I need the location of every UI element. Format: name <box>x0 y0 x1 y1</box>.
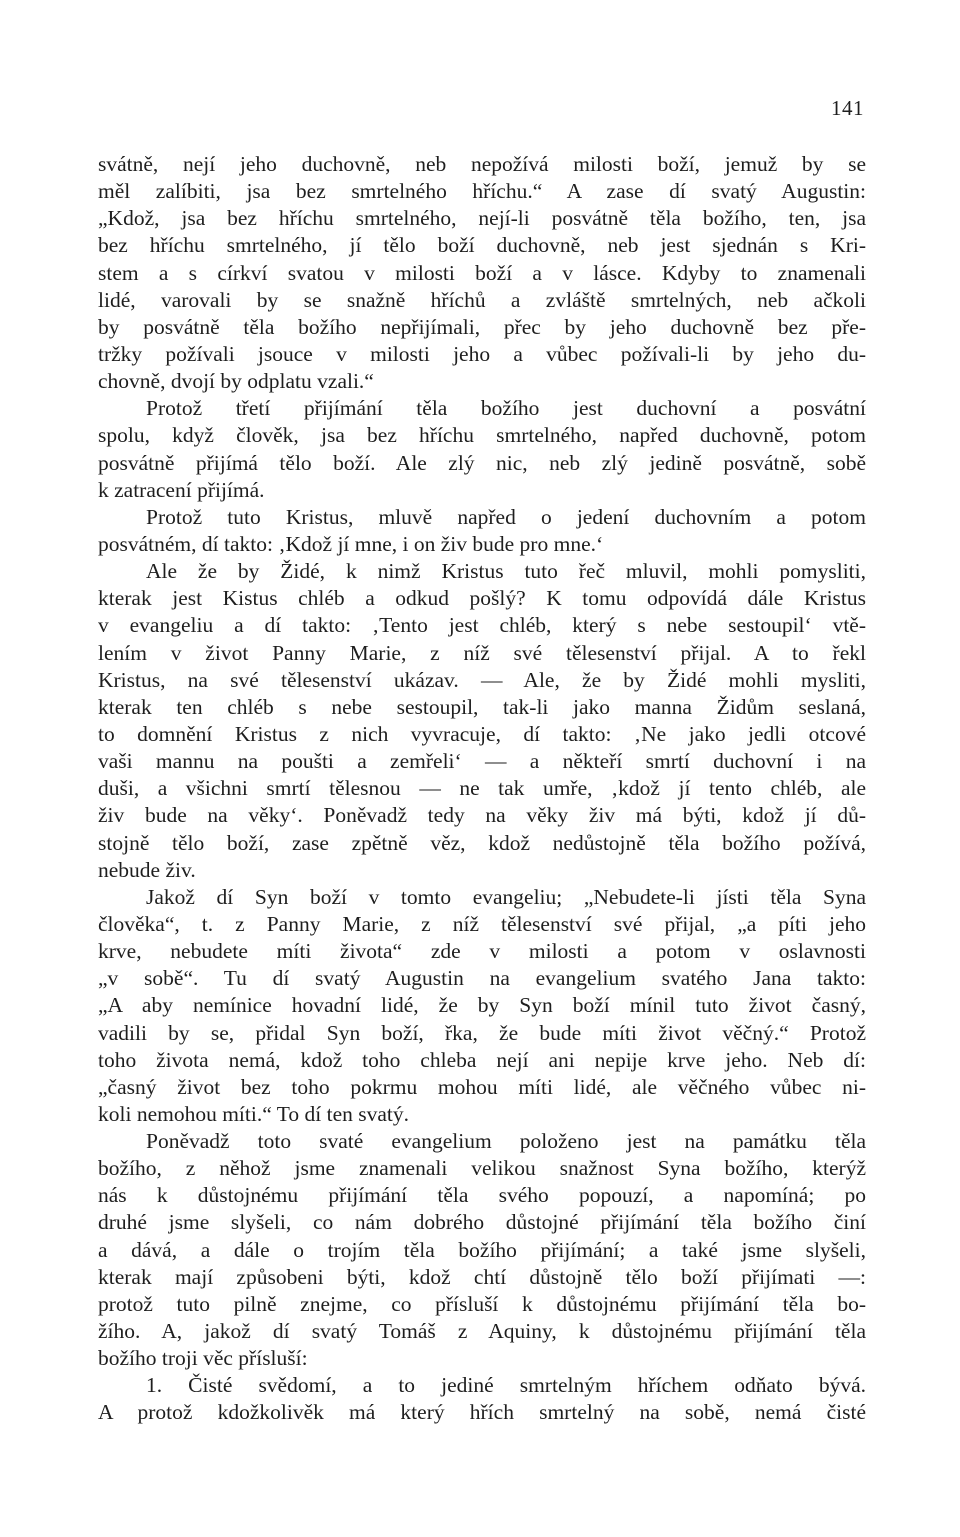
text-line: lením v život Panny Marie, z níž své tělesenství přijal. A to řekl <box>98 640 866 665</box>
text-line: Protož třetí přijímání těla božího jest duchovní a posvátní <box>146 396 866 421</box>
text-line: stem a s církví svatou v milosti boží a v lásce. Kdyby to znamenali <box>98 260 866 285</box>
text-line: spolu, když člověk, jsa bez hříchu smrtelného, napřed duchovně, potom <box>98 423 866 448</box>
text-line: „časný život bez toho pokrmu mohou míti lidé, ale věčného vůbec ni- <box>98 1074 866 1099</box>
text-line: duši, a všichni smrtí tělesnou — ne tak umře, ‚kdož jí tento chléb, ale <box>98 776 866 801</box>
text-line: by posvátně těla božího nepřijímali, přec by jeho duchovně bez pře- <box>98 314 866 339</box>
text-line: druhé jsme slyšeli, co nám dobrého důstojné přijímání těla božího činí <box>98 1210 866 1235</box>
text-line: lidé, varovali by se snažně hříchů a zvláště smrtelných, neb ačkoli <box>98 287 866 312</box>
page-number: 141 <box>831 96 864 120</box>
text-line: člověka“, t. z Panny Marie, z níž tělesenství své přijal, „a píti jeho <box>98 911 866 936</box>
text-line: Protož tuto Kristus, mluvě napřed o jedení duchovním a potom <box>146 504 866 529</box>
text-line: chovně, dvojí by odplatu vzali.“ <box>98 369 374 394</box>
text-line: k zatracení přijímá. <box>98 477 265 502</box>
text-line: božího, z něhož jsme znamenali velikou snažnost Syna božího, kterýž <box>98 1156 866 1181</box>
text-line: posvátném, dí takto: ‚Kdož jí mne, i on živ bude pro mne.‘ <box>98 531 604 556</box>
text-line: A protož kdožkolivěk má který hřích smrtelný na sobě, nemá čisté <box>98 1400 866 1425</box>
text-line: svátně, nejí jeho duchovně, neb nepožívá milosti boží, jemuž by se <box>98 152 866 176</box>
text-line: protož tuto pilně znejme, co přísluší k důstojnému přijímání těla bo- <box>98 1291 866 1316</box>
text-line: měl zalíbiti, jsa bez smrtelného hříchu.“ A zase dí svatý Augustin: <box>98 179 866 204</box>
text-line: Kristus, na své tělesenství ukázav. — Ale, že by Židé mohli mysliti, <box>98 667 866 692</box>
text-line: žího. A, jakož dí svatý Tomáš z Aquiny, k důstojnému přijímání těla <box>98 1319 866 1344</box>
text-line: vadili by se, přidal Syn boží, řka, že bude míti život věčný.“ Protož <box>98 1020 866 1045</box>
text-line: kterak jest Kistus chléb a odkud pošlý? K tomu odpovídá dále Kristus <box>98 586 866 611</box>
text-line: „A aby nemínice hovadní lidé, že by Syn boží mínil tuto život časný, <box>98 993 866 1018</box>
text-line: v evangeliu a dí takto: ‚Tento jest chléb, který s nebe sestoupil‘ vtě- <box>98 613 866 638</box>
text-line: kterak ten chléb s nebe sestoupil, tak-li jako manna Židům seslaná, <box>98 694 866 719</box>
text-line: stojně tělo boží, zase zpětně věz, kdož nedůstojně těla božího požívá, <box>98 830 866 855</box>
text-line: Jakož dí Syn boží v tomto evangeliu; „Nebudete-li jísti těla Syna <box>146 884 866 909</box>
text-line: živ bude na věky‘. Poněvadž tedy na věky živ má býti, kdož jí dů- <box>98 803 866 828</box>
text-line: kterak mají způsobeni býti, kdož chtí důstojně tělo boží přijímati —: <box>98 1264 866 1289</box>
text-line: posvátně přijímá tělo boží. Ale zlý nic, neb zlý jedině posvátně, sobě <box>98 450 866 475</box>
text-line: krve, nebudete míti života“ zde v milosti a potom v oslavnosti <box>98 939 866 964</box>
text-line: toho života nemá, kdož toho chleba nejí ani nepije krve jeho. Neb dí: <box>98 1047 866 1072</box>
text-line: nebude živ. <box>98 857 196 882</box>
text-line: bez hříchu smrtelného, jí tělo boží duchovně, neb jest sjednán s Kri- <box>98 233 866 258</box>
text-line: tržky požívali jsouce v milosti jeho a vůbec požívali-li by jeho du- <box>98 341 866 366</box>
text-line: Ale že by Židé, k nimž Kristus tuto řeč mluvil, mohli pomysliti, <box>146 559 866 584</box>
text-line: vaši mannu na poušti a zemřeli‘ — a někteří smrtí duchovní i na <box>98 749 866 774</box>
text-line: nás k důstojnému přijímání těla svého popouzí, a napomíná; po <box>98 1183 866 1208</box>
text-line: koli nemohou míti.“ To dí ten svatý. <box>98 1101 410 1126</box>
text-line: to domnění Kristus z nich vyvracuje, dí takto: ‚Ne jako jedli otcové <box>98 721 866 746</box>
body-text <box>98 151 866 1427</box>
text-line: a dává, a dále o trojím těla božího přijímání; a také jsme slyšeli, <box>98 1237 866 1262</box>
text-line: Poněvadž toto svaté evangelium položeno jest na památku těla <box>146 1129 866 1154</box>
text-line: „v sobě“. Tu dí svatý Augustin na evangelium svatého Jana takto: <box>98 966 866 991</box>
text-line: 1. Čisté svědomí, a to jediné smrtelným hříchem odňato bývá. <box>146 1373 866 1398</box>
text-line: božího troji věc přísluší: <box>98 1346 308 1371</box>
text-line: „Kdož, jsa bez hříchu smrtelného, nejí-li posvátně těla božího, ten, jsa <box>98 206 866 231</box>
